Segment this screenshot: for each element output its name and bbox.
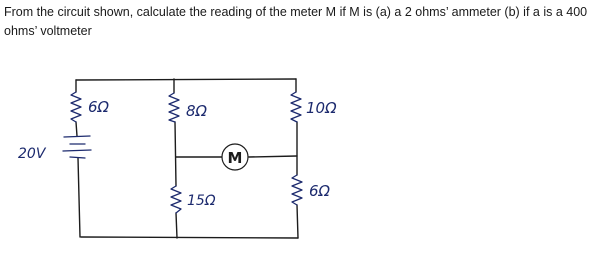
resistor-right-bottom-label: 6Ω [309,182,331,200]
resistor-right-bottom [292,175,302,205]
resistor-left-top-label: 6Ω [88,98,110,116]
resistor-middle-top-label: 8Ω [186,102,208,120]
resistor-left-top [71,92,81,122]
left-branch-wire [76,80,80,237]
resistor-right-top [291,92,301,122]
bottom-wire [81,237,298,238]
question-text: From the circuit shown, calculate the reading of the meter M if M is (a) a 2 ohms’ ammeter (b) if a is a 400 ohms’ voltmeter [4,5,588,38]
resistor-middle-bottom [171,186,181,213]
resistor-middle-top [169,93,179,122]
source-voltage-label: 20V [18,146,46,162]
resistor-right-top-label: 10Ω [306,99,337,117]
top-wire [76,79,296,80]
resistor-middle-bottom-label: 15Ω [187,193,216,209]
battery-symbol [63,136,91,158]
meter-label: M [227,149,243,167]
middle-branch-wire [174,79,177,238]
right-branch-wire [296,79,298,238]
